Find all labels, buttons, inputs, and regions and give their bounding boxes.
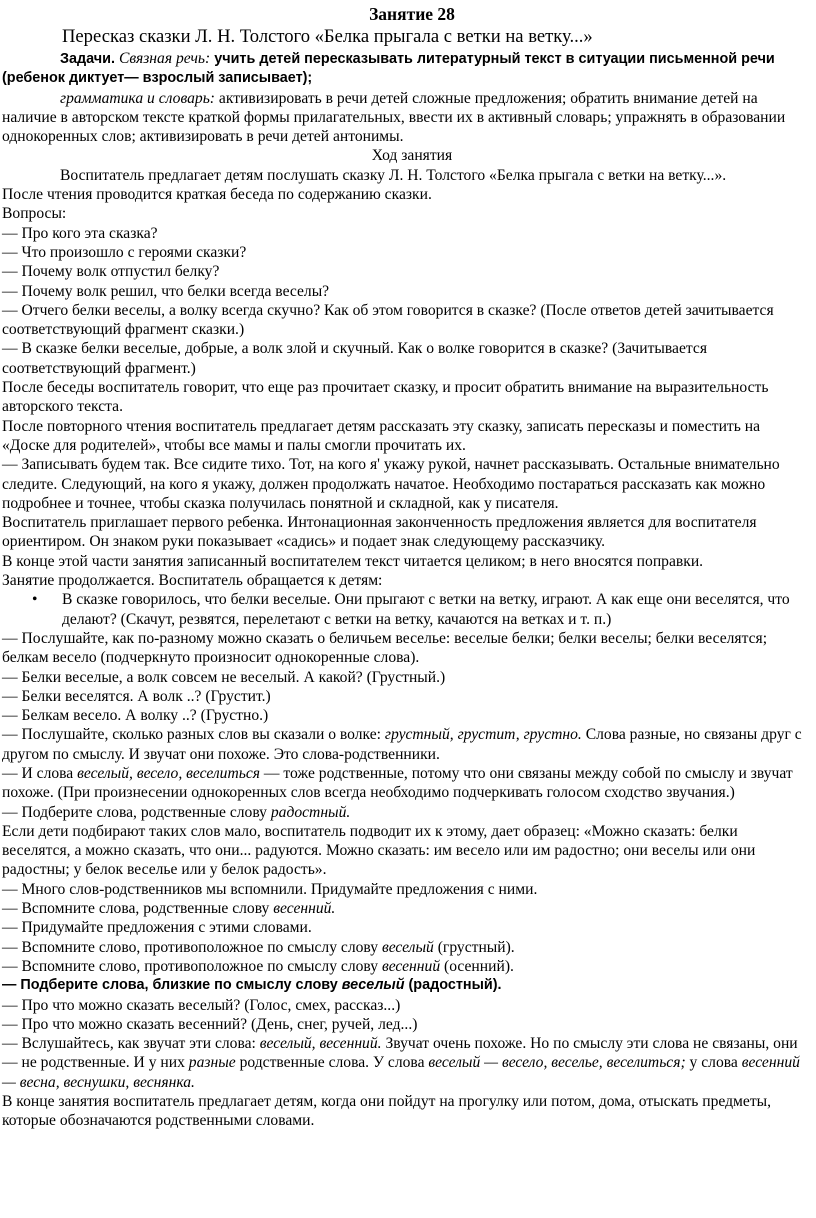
bullet-text: В сказке говорилось, что белки веселые. Они прыгают с ветки на ветку, играют. А как еще они веселятся, что делают? (Скачут, резвятся, перелетают с ветки на ветку, качаются на ветках и т. п.) (62, 591, 790, 628)
italic-words: веселый, весело, веселиться (77, 764, 261, 782)
question-item: — Что произошло с героями сказки? (2, 243, 247, 261)
italic-words: весенний (381, 957, 441, 975)
text-span: — Вслушайтесь, как звучат эти слова: (2, 1035, 260, 1053)
text-paragraph: В конце этой части занятия записанный воспитателем текст читается целиком; в него вносятся поправки. (2, 552, 704, 570)
text-paragraph: — Послушайте, как по-разному можно сказать о беличьем веселье: веселые белки; белки веселы; белки веселятся; белкам весело (подчеркнуто произносит однокоренные слова). (2, 629, 768, 667)
grammar-paragraph (2, 89, 802, 147)
grammar-text: активизировать в речи детей сложные предложения; обратить внимание детей на наличие в авторском тексте краткой формы прилагательных, ввести их в активный словарь; упражнять в образовании однокоренных слов; активизировать в речи детей антонимы. (2, 89, 786, 146)
text-paragraph: В конце занятия воспитатель предлагает детям, когда они пойдут на прогулку или потом, дома, отыскать предметы, которые обозначаются родственными словами. (2, 1093, 772, 1130)
question-item: — Про кого эта сказка? (2, 224, 158, 242)
text-span: — тоже родственные, потому что они связаны между собой по смыслу и звучат похоже. (При произнесении однокоренных слов всегда необходимо подчеркивать голосом сходство звучания.) (2, 764, 793, 802)
text-span: — Подберите слова, родственные слову (2, 803, 271, 821)
text-span: Звучат очень похоже. Но по смыслу эти слова не связаны, они — не родственные. И у них (2, 1035, 798, 1072)
tasks-label: Задачи. (60, 51, 115, 67)
text-span: — Вспомните слово, противоположное по смыслу слову (2, 938, 382, 956)
text-paragraph (2, 957, 802, 976)
after-reading-paragraph: После чтения проводится краткая беседа по содержанию сказки. (2, 186, 432, 204)
text-paragraph: — Записывать будем так. Все сидите тихо. Тот, на кого я' укажу рукой, начнет рассказывать. Остальные внимательно следите. Следующий, на кого я укажу, должен продолжать начатое. Необходимо постараться рассказать как можно подробнее и точнее, чтобы сказка получилась понятной и складной, как у писателя. (2, 456, 780, 512)
tasks-speech-label: Связная речь: (119, 50, 211, 67)
question-item: — В сказке белки веселые, добрые, а волк злой и скучный. Как о волке говорится в сказке? (Зачитывается соответствующий фрагмент.) (2, 340, 707, 377)
text-span: (радостный). (404, 977, 502, 994)
tasks-speech-text: учить детей пересказывать литературный текст в ситуации письменной речи (ребенок диктует— взрослый записывает); (2, 51, 775, 87)
text-paragraph: После беседы воспитатель говорит, что еще раз прочитает сказку, и просит обратить внимание на выразительность авторского текста. (2, 379, 769, 416)
questions-label: Вопросы: (2, 205, 67, 223)
text-paragraph: Если дети подбирают таких слов мало, воспитатель подводит их к этому, дает образец: «Можно сказать: белки веселятся, а можно сказать, что они... радуются. Можно сказать: им весело или им радостно; они веселы или они радостны; у белок веселье или у белок радость». (2, 822, 756, 879)
dialogue-line: — Белкам весело. А волку ..? (Грустно.) (2, 707, 269, 725)
text-paragraph: — Много слов-родственников мы вспомнили. Придумайте предложения с ними. (2, 880, 538, 898)
tasks-paragraph (2, 49, 802, 89)
text-span: родственные слова. У слова (235, 1054, 429, 1072)
text-span: — Послушайте, сколько разных слов вы сказали о волке: (2, 726, 385, 744)
text-paragraph (2, 725, 802, 764)
question-item: — Почему волк решил, что белки всегда веселы? (2, 282, 330, 300)
italic-words: разные (188, 1054, 236, 1072)
text-span: — Вспомните слова, родственные слову (2, 900, 274, 918)
text-span: (грустный). (433, 938, 515, 956)
text-paragraph (2, 764, 802, 803)
text-paragraph: — Про что можно сказать весенний? (День, снег, ручей, лед...) (2, 1015, 418, 1033)
course-heading: Ход занятия (371, 147, 453, 165)
italic-words: веселый, весенний. (259, 1035, 382, 1053)
italic-words: радостный. (270, 803, 351, 821)
lesson-title: Занятие 28 (369, 4, 455, 24)
question-item: — Отчего белки веселы, а волку всегда скучно? Как об этом говорится в сказке? (После ответов детей зачитывается соответствующий фрагмент сказки.) (2, 301, 774, 339)
text-paragraph (2, 899, 802, 918)
text-span: (осенний). (440, 957, 514, 975)
text-paragraph (2, 938, 802, 957)
text-paragraph (2, 976, 802, 995)
text-paragraph (2, 803, 802, 822)
italic-words: веселый (341, 977, 405, 994)
italic-words: веселый — весело, веселье, веселиться; (428, 1054, 686, 1072)
text-span: — Вспомните слово, противоположное по смыслу слову (2, 957, 382, 975)
text-paragraph: — Про что можно сказать веселый? (Голос, смех, рассказ...) (2, 996, 401, 1014)
dialogue-line: — Белки веселятся. А волк ..? (Грустит.) (2, 687, 271, 705)
lesson-subtitle: Пересказ сказки Л. Н. Толстого «Белка прыгала с ветки на ветку...» (62, 26, 593, 47)
text-paragraph: Воспитатель приглашает первого ребенка. Интонационная законченность предложения является для воспитателя ориентиром. Он знаком руки показывает «садись» и подает знак следующему рассказчику. (2, 514, 757, 551)
text-span: — И слова (2, 764, 78, 782)
text-paragraph: — Придумайте предложения с этими словами. (2, 919, 312, 937)
intro-paragraph: Воспитатель предлагает детям послушать сказку Л. Н. Толстого «Белка прыгала с ветки на ветку...». (60, 166, 727, 184)
italic-words: грустный, грустит, грустно. (384, 726, 582, 744)
text-paragraph: После повторного чтения воспитатель предлагает детям рассказать эту сказку, записать пересказы и поместить на «Доске для родителей», чтобы все мамы и палы смогли прочитать их. (2, 417, 761, 454)
italic-words: весенний — весна, веснушки, веснянка. (2, 1054, 800, 1091)
bullet-item (2, 590, 802, 629)
question-item: — Почему волк отпустил белку? (2, 263, 220, 281)
bullet-dot-icon: • (32, 591, 38, 609)
italic-words: веселый (381, 938, 434, 956)
text-span: Слова разные, но связаны друг с другом по смыслу. И звучат они похоже. Это слова-родственники. (2, 726, 802, 763)
grammar-label: грамматика и словарь: (60, 89, 215, 107)
italic-words: весенний. (273, 900, 336, 918)
text-span: у слова (685, 1054, 742, 1072)
text-span: — Подберите слова, близкие по смыслу слову (2, 977, 342, 994)
text-paragraph (2, 1034, 802, 1092)
text-paragraph: Занятие продолжается. Воспитатель обращается к детям: (2, 572, 383, 590)
dialogue-line: — Белки веселые, а волк совсем не веселый. А какой? (Грустный.) (2, 668, 446, 686)
